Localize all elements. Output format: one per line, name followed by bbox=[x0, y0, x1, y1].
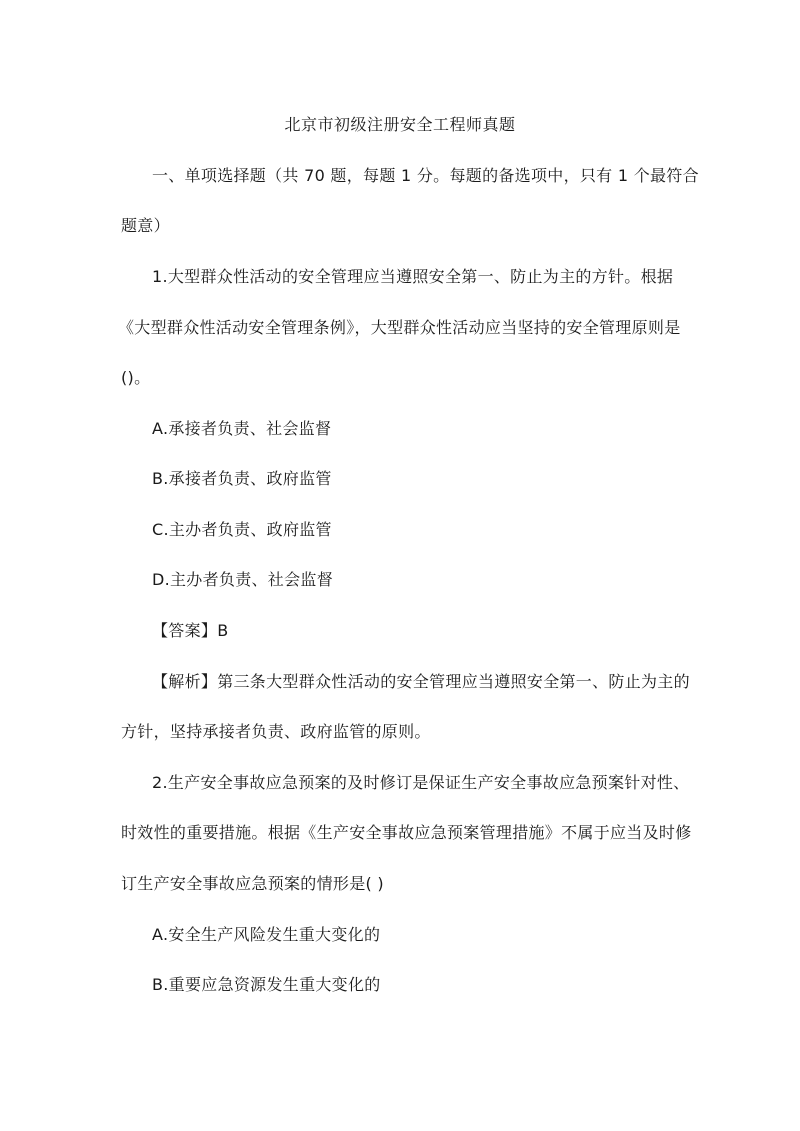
question-2-stem-end: 订生产安全事故应急预案的情形是( ) bbox=[121, 874, 384, 893]
question-1-option-c: C.主办者负责、政府监管 bbox=[152, 520, 332, 539]
document-title: 北京市初级注册安全工程师真题 bbox=[284, 115, 516, 134]
question-1-option-a: A.承接者负责、社会监督 bbox=[152, 419, 332, 438]
section-heading: 一、单项选择题（共 70 题，每题 1 分。每题的备选项中，只有 1 个最符合 bbox=[152, 166, 699, 185]
question-1-option-b: B.承接者负责、政府监管 bbox=[152, 469, 332, 488]
question-1-option-d: D.主办者负责、社会监督 bbox=[152, 570, 334, 589]
question-2-option-a: A.安全生产风险发生重大变化的 bbox=[152, 925, 381, 944]
question-1-stem: 1.大型群众性活动的安全管理应当遵照安全第一、防止为主的方针。根据 bbox=[152, 267, 674, 286]
question-2-stem: 2.生产安全事故应急预案的及时修订是保证生产安全事故应急预案针对性、 bbox=[152, 773, 690, 792]
question-2-option-b: B.重要应急资源发生重大变化的 bbox=[152, 975, 381, 994]
question-1-stem-continued: 《大型群众性活动安全管理条例》，大型群众性活动应当坚持的安全管理原则是 bbox=[118, 318, 681, 337]
question-1-answer: 【答案】B bbox=[152, 621, 229, 640]
question-2-stem-continued: 时效性的重要措施。根据《生产安全事故应急预案管理措施》不属于应当及时修 bbox=[121, 823, 692, 842]
question-1-analysis: 【解析】第三条大型群众性活动的安全管理应当遵照安全第一、防止为主的 bbox=[152, 672, 690, 691]
question-1-analysis-continued: 方针，坚持承接者负责、政府监管的原则。 bbox=[121, 722, 431, 741]
section-heading-continued: 题意） bbox=[121, 216, 170, 235]
question-1-stem-end: ()。 bbox=[121, 368, 151, 387]
